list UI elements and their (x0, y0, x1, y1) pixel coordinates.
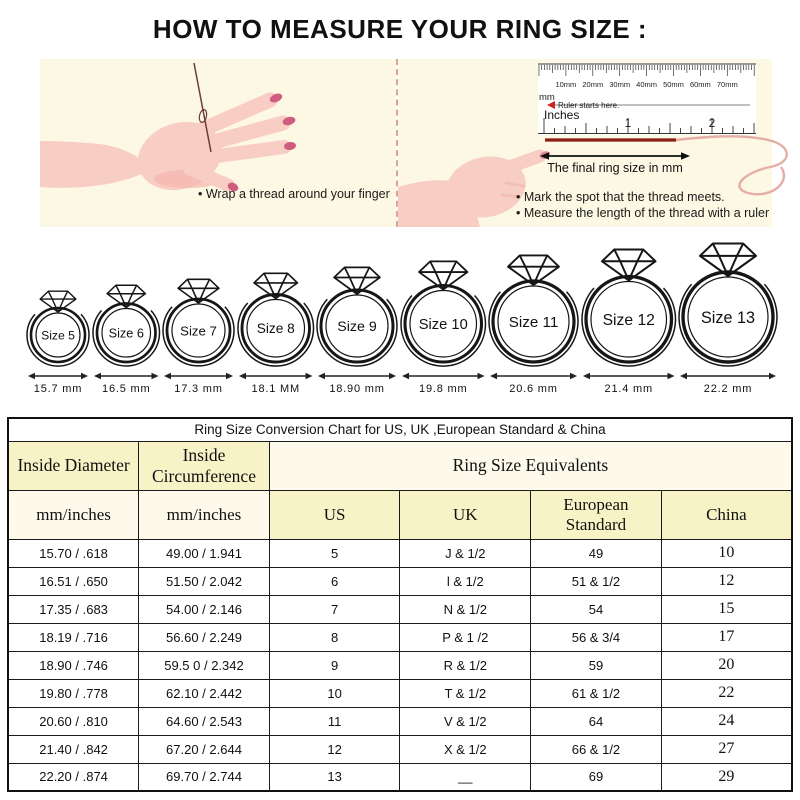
ring-size-label: Size 5 (41, 328, 75, 343)
table-cell: 10 (661, 539, 792, 567)
ring-sizes-row (26, 241, 778, 401)
table-cell: l & 1/2 (400, 567, 531, 595)
table-cell: 29 (661, 763, 792, 791)
ring-diameter-label: 21.4 mm (604, 383, 653, 395)
table-row (8, 707, 792, 735)
table-cell: 22 (661, 679, 792, 707)
ruler-inch-number: 1 (624, 118, 632, 130)
table-row (8, 651, 792, 679)
table-cell: 6 (269, 567, 400, 595)
table-row (8, 595, 792, 623)
table-cell: 20 (661, 651, 792, 679)
table-cell: 20.60 / .810 (8, 707, 139, 735)
ruler-inches-label: Inches (544, 108, 580, 122)
ring-size-item (162, 238, 235, 401)
table-cell: 9 (269, 651, 400, 679)
table-cell: 27 (661, 735, 792, 763)
ruler-mm-label: 60mm (689, 80, 711, 89)
ring-size-label: Size 7 (180, 323, 217, 339)
final-ring-size-label: The final ring size in mm (547, 161, 683, 175)
ring-diameter-label: 22.2 mm (703, 383, 753, 395)
table-cell: 51 & 1/2 (531, 567, 662, 595)
table-cell: 12 (661, 567, 792, 595)
ruler-mm-label: 70mm (716, 80, 738, 89)
table-cell: 16.51 / .650 (8, 567, 139, 595)
ring-diameter-label: 17.3 mm (174, 383, 223, 395)
table-cell: 18.19 / .716 (8, 623, 139, 651)
table-cell: 18.90 / .746 (8, 651, 139, 679)
subheader-diameter-mm-inches: mm/inches (8, 490, 139, 539)
ring-size-label: Size 8 (256, 321, 295, 337)
ring-diameter-label: 20.6 mm (509, 383, 558, 395)
ring-size-item (92, 238, 161, 401)
table-subheader-row (8, 490, 792, 539)
header-inside-diameter: Inside Diameter (8, 441, 139, 490)
instruction-panels (40, 59, 772, 227)
table-cell: 51.50 / 2.042 (139, 567, 270, 595)
table-cell: 59 (531, 651, 662, 679)
conversion-table (7, 417, 793, 792)
ring-diameter-label: 15.7 mm (33, 383, 83, 395)
table-cell: 7 (269, 595, 400, 623)
ring-size-label: Size 11 (508, 313, 559, 331)
table-cell: X & 1/2 (400, 735, 531, 763)
ring-size-label: Size 13 (701, 308, 755, 327)
table-cell: 15 (661, 595, 792, 623)
table-cell: 62.10 / 2.442 (139, 679, 270, 707)
table-cell: 17 (661, 623, 792, 651)
ring-size-item (316, 238, 398, 401)
hand-thread-illustration (40, 59, 396, 227)
table-cell: 67.20 / 2.644 (139, 735, 270, 763)
ring-diameter-label: 19.8 mm (418, 383, 468, 395)
table-cell: 21.40 / .842 (8, 735, 139, 763)
subheader-european-standard: European Standard (531, 490, 662, 539)
table-cell: V & 1/2 (400, 707, 531, 735)
table-cell: P & 1 /2 (400, 623, 531, 651)
ring-size-label: Size 12 (602, 311, 655, 329)
table-row (8, 567, 792, 595)
instruction-panel-wrap-thread (40, 59, 396, 227)
table-cell: 49 (531, 539, 662, 567)
table-row (8, 763, 792, 791)
table-cell: 15.70 / .618 (8, 539, 139, 567)
table-cell: J & 1/2 (400, 539, 531, 567)
table-title: Ring Size Conversion Chart for US, UK ,European Standard & China (8, 418, 792, 441)
ring-size-item (400, 238, 487, 401)
table-cell: 56 & 3/4 (531, 623, 662, 651)
table-cell: 12 (269, 735, 400, 763)
table-cell: 59.5 0 / 2.342 (139, 651, 270, 679)
ring-size-item (678, 238, 778, 401)
ring-diameter-label: 18.1 MM (251, 383, 300, 395)
table-cell: N & 1/2 (400, 595, 531, 623)
table-cell: 64 (531, 707, 662, 735)
ring-size-item (488, 238, 579, 401)
table-cell: 10 (269, 679, 400, 707)
table-cell: 11 (269, 707, 400, 735)
header-ring-size-equivalents: Ring Size Equivalents (269, 441, 792, 490)
table-cell: 69.70 / 2.744 (139, 763, 270, 791)
ring-size-label: Size 10 (418, 317, 468, 334)
table-cell: 49.00 / 1.941 (139, 539, 270, 567)
ruler-mm-label: 50mm (663, 80, 684, 89)
table-cell: 24 (661, 707, 792, 735)
table-cell: 61 & 1/2 (531, 679, 662, 707)
ring-size-item (237, 238, 315, 401)
subheader-us: US (269, 490, 400, 539)
measure-length-caption: • Measure the length of the thread with a ruler (516, 206, 770, 220)
ruler-mm-unit: mm (539, 92, 555, 103)
table-cell: 19.80 / .778 (8, 679, 139, 707)
ring-diameter-label: 18.90 mm (329, 383, 385, 395)
table-cell: 64.60 / 2.543 (139, 707, 270, 735)
ruler-mm-label: 10mm (555, 80, 577, 89)
mark-spot-caption: • Mark the spot that the thread meets. (516, 190, 725, 204)
table-row (8, 735, 792, 763)
table-row (8, 679, 792, 707)
table-cell: __ (400, 763, 531, 791)
table-cell: 13 (269, 763, 400, 791)
page-title: HOW TO MEASURE YOUR RING SIZE : (152, 14, 648, 44)
ring-size-item (26, 238, 90, 401)
table-cell: 66 & 1/2 (531, 735, 662, 763)
ring-size-label: Size 9 (337, 319, 377, 336)
ring-size-item (581, 238, 677, 401)
ruler-inch-number: 2 (708, 118, 716, 130)
table-cell: T & 1/2 (400, 679, 531, 707)
table-cell: 8 (269, 623, 400, 651)
table-row (8, 623, 792, 651)
table-title-row (8, 418, 792, 441)
ruler-mm-label: 40mm (636, 80, 658, 89)
wrap-thread-caption: • Wrap a thread around your finger (198, 187, 390, 201)
instruction-panel-measure-ruler (398, 59, 772, 227)
header-inside-circumference: Inside Circumference (139, 441, 270, 490)
table-cell: 22.20 / .874 (8, 763, 139, 791)
table-group-header-row (8, 441, 792, 490)
ruler-mm-label: 30mm (609, 80, 631, 89)
table-cell: 5 (269, 539, 400, 567)
table-row (8, 539, 792, 567)
table-cell: 54 (531, 595, 662, 623)
table-cell: 17.35 / .683 (8, 595, 139, 623)
ring-diameter-label: 16.5 mm (101, 383, 151, 395)
ruler-starts-here-label: Ruler starts here. (558, 101, 620, 110)
ring-size-label: Size 6 (108, 326, 144, 341)
subheader-circumference-mm-inches: mm/inches (139, 490, 270, 539)
ruler-mm-label: 20mm (582, 80, 604, 89)
table-cell: R & 1/2 (400, 651, 531, 679)
subheader-china: China (661, 490, 792, 539)
subheader-uk: UK (400, 490, 531, 539)
table-cell: 54.00 / 2.146 (139, 595, 270, 623)
table-cell: 69 (531, 763, 662, 791)
table-cell: 56.60 / 2.249 (139, 623, 270, 651)
